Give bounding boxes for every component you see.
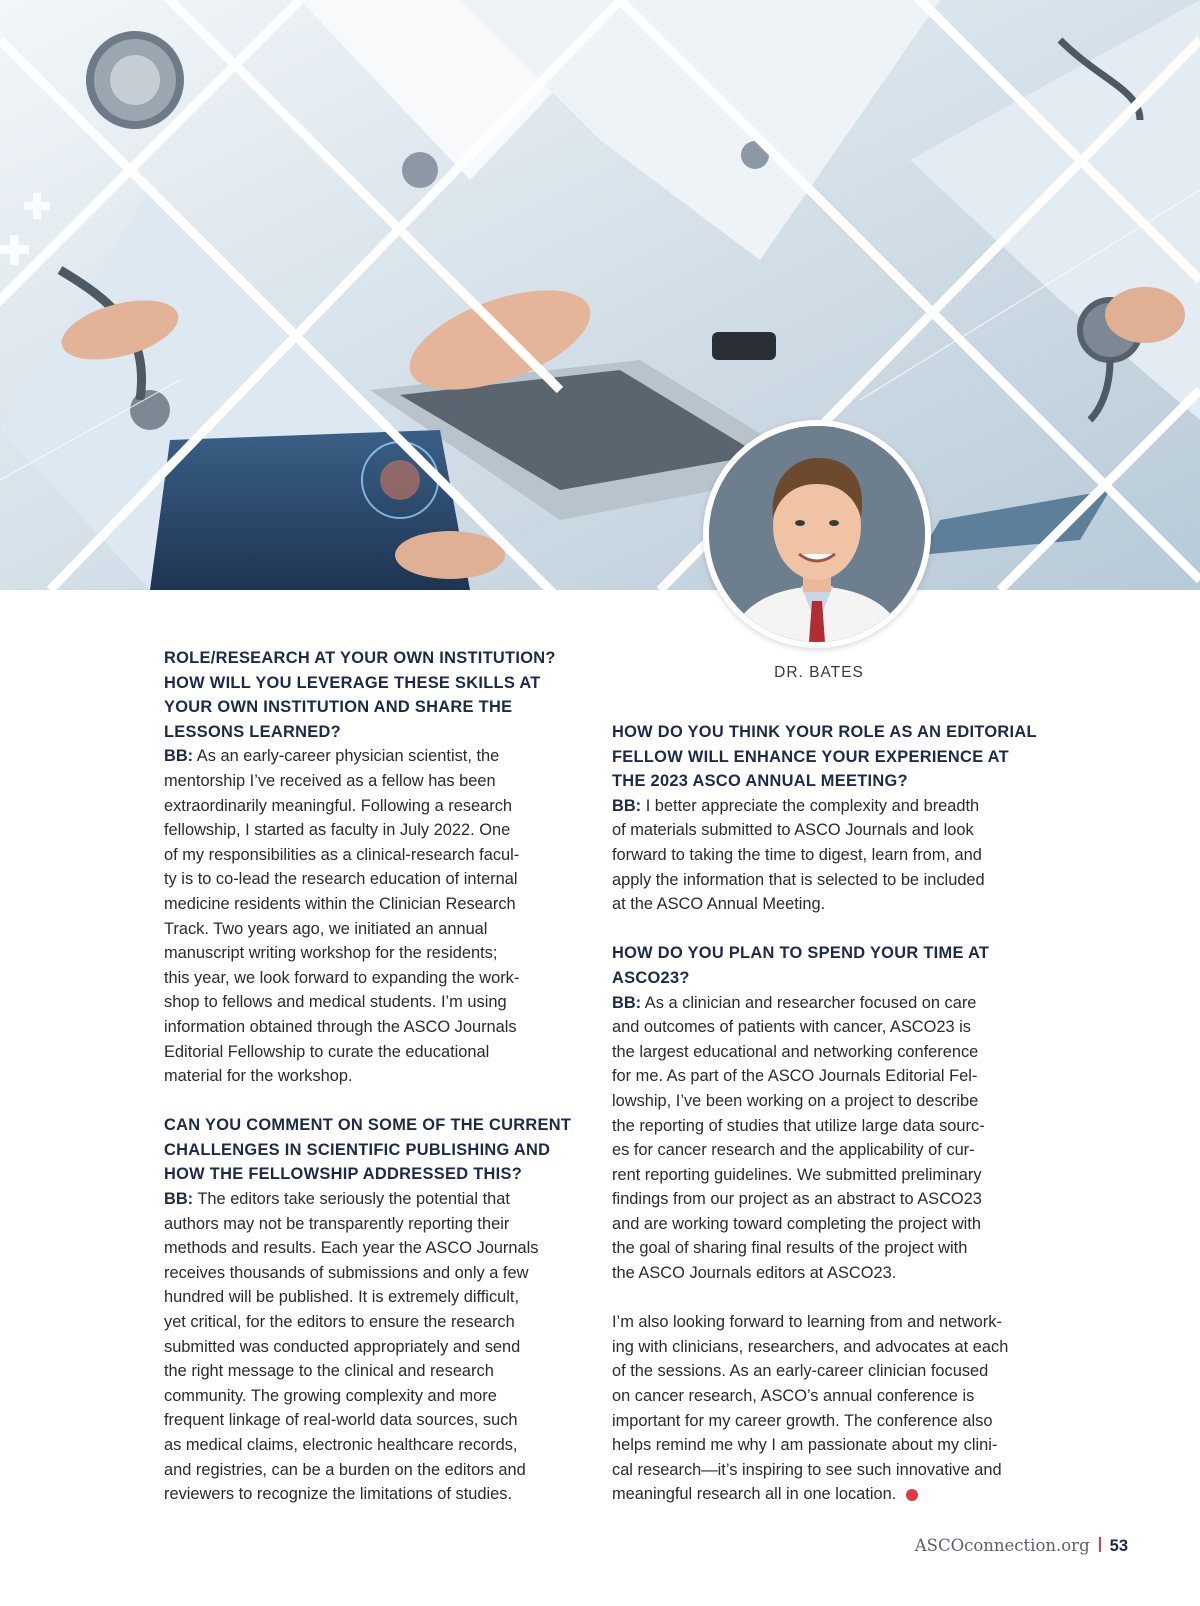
answer-line: fellowship, I started as faculty in July 2022. One: [164, 821, 511, 840]
answer-line: information obtained through the ASCO Journals: [164, 1017, 517, 1036]
question-line: THE 2023 ASCO ANNUAL MEETING?: [612, 772, 908, 791]
answer-line: shop to fellows and medical students. I’m using: [164, 993, 507, 1012]
question-line: HOW DO YOU THINK YOUR ROLE AS AN EDITORIAL: [612, 723, 1037, 741]
answer-line: and registries, can be a burden on the editors and: [164, 1460, 526, 1479]
answer-label: BB:: [164, 747, 194, 766]
question-heading: [612, 720, 1042, 794]
question-line: HOW WILL YOU LEVERAGE THESE SKILLS AT: [164, 673, 541, 692]
answer-line: on cancer research, ASCO’s annual conference is: [612, 1387, 975, 1406]
answer-line: manuscript writing workshop for the residents;: [164, 944, 498, 963]
answer-label: BB:: [612, 993, 642, 1012]
answer-line: receives thousands of submissions and only a few: [164, 1263, 529, 1282]
answer-line: yet critical, for the editors to ensure the research: [164, 1313, 515, 1332]
answer-line: ty is to co-lead the research education of internal: [164, 870, 518, 889]
answer-line: and are working toward completing the project with: [612, 1214, 981, 1233]
answer-line: of my responsibilities as a clinical-research facul-: [164, 845, 520, 864]
answer-paragraph: [612, 794, 1042, 917]
question-line: FELLOW WILL ENHANCE YOUR EXPERIENCE AT: [612, 747, 1009, 766]
answer-line: apply the information that is selected to be included: [612, 870, 985, 889]
answer-line: the right message to the clinical and research: [164, 1362, 494, 1381]
hero-collage-image: [0, 0, 1200, 590]
answer-line: ing with clinicians, researchers, and advocates at each: [612, 1337, 1009, 1356]
question-line: HOW THE FELLOWSHIP ADDRESSED THIS?: [164, 1165, 523, 1184]
answer-paragraph: [612, 991, 1042, 1286]
answer-line: extraordinarily meaningful. Following a research: [164, 796, 513, 815]
question-heading: [164, 1113, 589, 1187]
question-line: ROLE/RESEARCH AT YOUR OWN INSTITUTION?: [164, 649, 556, 667]
answer-line: The editors take seriously the potential that: [193, 1190, 510, 1209]
answer-line: frequent linkage of real-world data sources, such: [164, 1411, 518, 1430]
portrait-frame: [703, 420, 931, 648]
answer-line: meaningful research all in one location.: [612, 1485, 897, 1504]
answer-line: lowship, I’ve been working on a project to describe: [612, 1091, 979, 1110]
answer-paragraph: [612, 1310, 1042, 1507]
answer-paragraph: [164, 744, 589, 1088]
answer-line: Editorial Fellowship to curate the educational: [164, 1042, 490, 1061]
answer-line: as medical claims, electronic healthcare records,: [164, 1436, 518, 1454]
answer-line: helps remind me why I am passionate about my clini-: [612, 1436, 998, 1455]
question-line: CHALLENGES IN SCIENTIFIC PUBLISHING AND: [164, 1140, 551, 1159]
answer-line: authors may not be transparently reporting their: [164, 1214, 510, 1233]
question-heading: [612, 941, 1042, 990]
footer-divider: [1099, 1537, 1101, 1552]
question-line: CAN YOU COMMENT ON SOME OF THE CURRENT: [164, 1116, 572, 1135]
answer-line: I’m also looking forward to learning from and network-: [612, 1313, 1002, 1332]
answer-line: medicine residents within the Clinician Research: [164, 894, 516, 913]
page-footer: [915, 1536, 1128, 1556]
answer-line: material for the workshop.: [164, 1067, 353, 1086]
answer-line: es for cancer research and the applicability of cur-: [612, 1141, 975, 1160]
answer-line: of materials submitted to ASCO Journals and look: [612, 821, 974, 840]
answer-line: the largest educational and networking conference: [612, 1042, 979, 1061]
answer-line: rent reporting guidelines. We submitted preliminary: [612, 1165, 982, 1184]
answer-line: mentorship I’ve received as a fellow has been: [164, 771, 496, 790]
answer-line: forward to taking the time to digest, learn from, and: [612, 845, 982, 864]
answer-paragraph: [164, 1187, 589, 1507]
right-column: [612, 720, 1042, 1507]
answer-line: submitted was conducted appropriately and send: [164, 1337, 521, 1356]
answer-line: As an early-career physician scientist, the: [193, 747, 500, 766]
dr-bates-portrait-image: [709, 426, 925, 642]
answer-line: this year, we look forward to expanding the work-: [164, 968, 520, 987]
answer-line: I better appreciate the complexity and breadth: [641, 796, 980, 815]
answer-line: community. The growing complexity and more: [164, 1386, 497, 1405]
question-heading: [164, 646, 589, 744]
answer-line: for me. As part of the ASCO Journals Editorial Fel-: [612, 1067, 978, 1086]
answer-line: the goal of sharing final results of the project with: [612, 1239, 968, 1258]
answer-line: and outcomes of patients with cancer, ASCO23 is: [612, 1018, 971, 1037]
question-line: LESSONS LEARNED?: [164, 722, 341, 741]
answer-line: As a clinician and researcher focused on care: [641, 993, 977, 1012]
answer-line: cal research—it’s inspiring to see such innovative and: [612, 1460, 1002, 1479]
answer-label: BB:: [612, 796, 642, 815]
question-line: ASCO23?: [612, 968, 690, 987]
answer-line: important for my career growth. The conference also: [612, 1411, 993, 1430]
answer-label: BB:: [164, 1190, 194, 1209]
left-column: [164, 646, 589, 1507]
answer-line: of the sessions. As an early-career clinician focused: [612, 1362, 989, 1381]
footer-site-link[interactable]: ASCOconnection.org: [914, 1536, 1090, 1555]
answer-line: Track. Two years ago, we initiated an annual: [164, 919, 488, 938]
answer-line: at the ASCO Annual Meeting.: [612, 895, 826, 914]
answer-line: reviewers to recognize the limitations of studies.: [164, 1485, 513, 1504]
portrait-caption: DR. BATES: [774, 664, 864, 681]
question-line: HOW DO YOU PLAN TO SPEND YOUR TIME AT: [612, 944, 990, 963]
answer-line: the ASCO Journals editors at ASCO23.: [612, 1264, 897, 1283]
page-number: 53: [1109, 1537, 1128, 1555]
answer-line: findings from our project as an abstract to ASCO23: [612, 1190, 982, 1209]
diamond-collage-graphic: [0, 0, 1200, 590]
end-of-article-dot-icon: [906, 1489, 918, 1501]
answer-line: hundred will be published. It is extremely difficult,: [164, 1288, 520, 1307]
answer-line: methods and results. Each year the ASCO Journals: [164, 1239, 539, 1258]
answer-line: the reporting of studies that utilize large data sourc-: [612, 1116, 985, 1135]
question-line: YOUR OWN INSTITUTION AND SHARE THE: [164, 698, 513, 717]
